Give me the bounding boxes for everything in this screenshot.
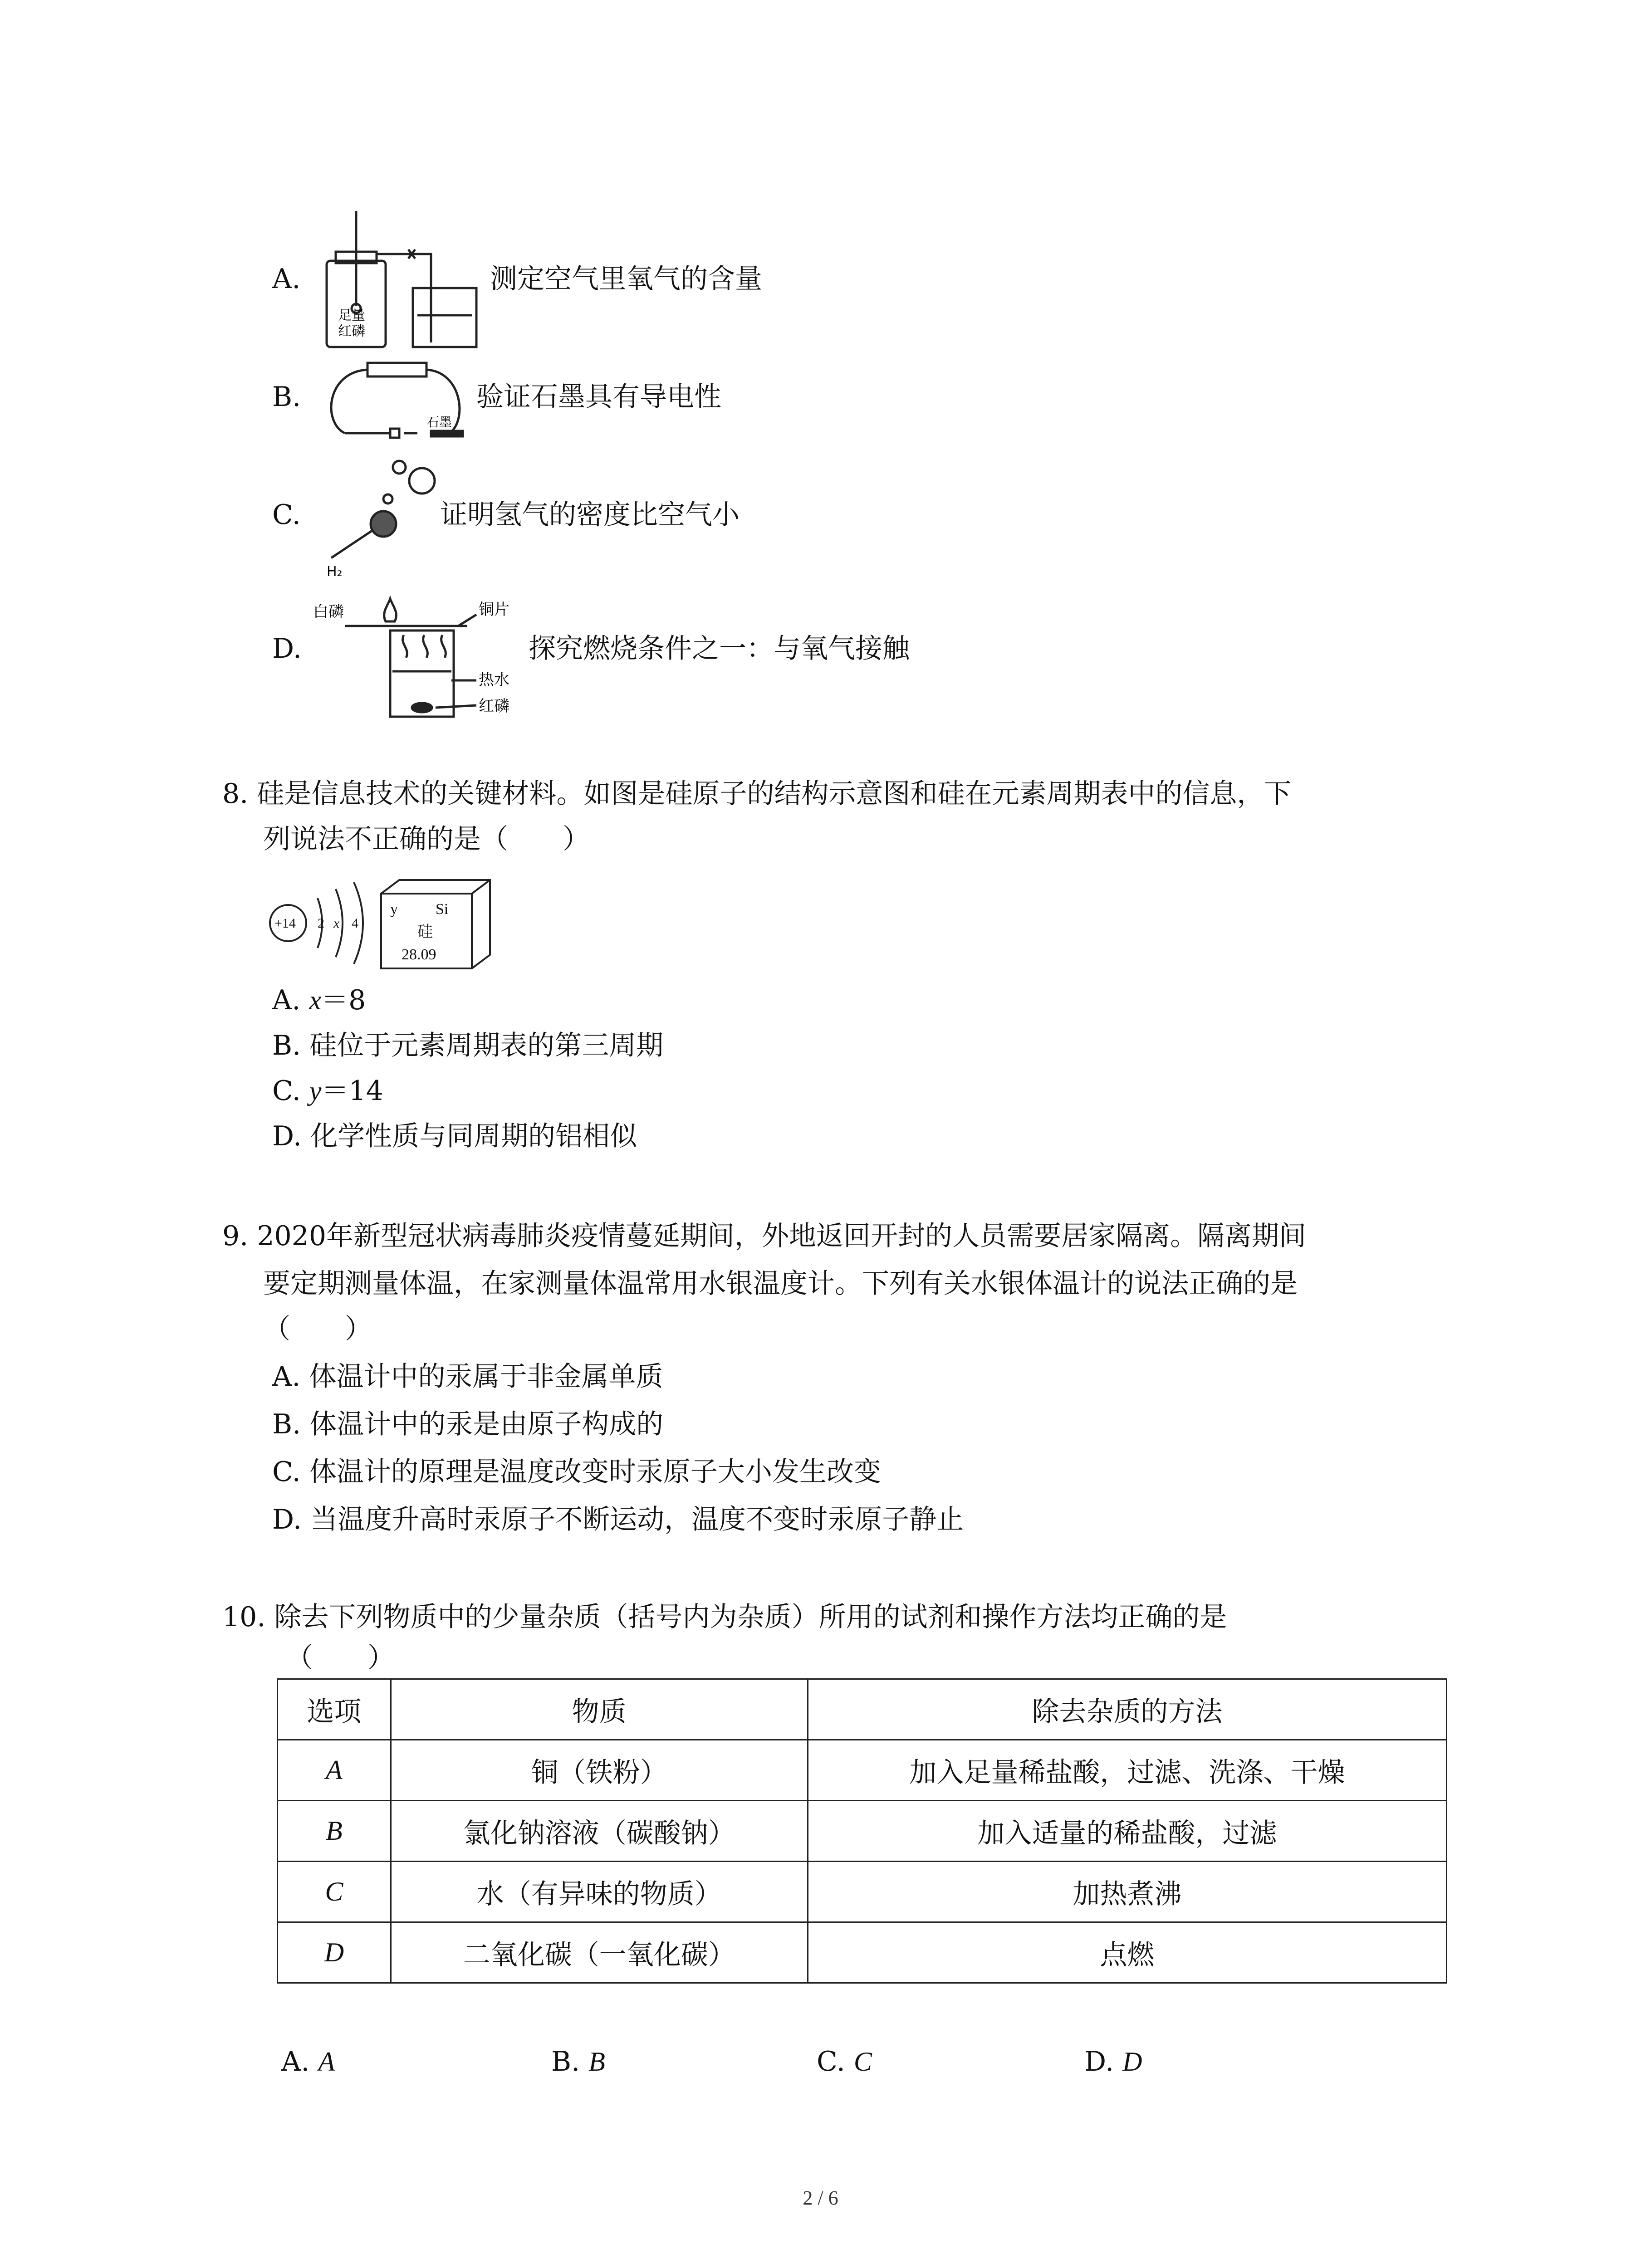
q9-option-b-text: 体温计中的汞是由原子构成的 (309, 1408, 664, 1440)
table-cell-substance: 水（有异味的物质） (391, 1862, 808, 1922)
q8-stem-line2: 列说法不正确的是（ ） (263, 823, 590, 855)
q7-d-fig-label-2: 铜片 (479, 601, 509, 619)
q7-d-fig-label-3: 热水 (479, 671, 509, 689)
q7-option-a-text: 测定空气里氧气的含量 (490, 263, 762, 295)
q10-stem-line2: （ ） (286, 1642, 395, 1674)
q10-answer-c (817, 2043, 872, 2080)
element-symbol: Si (436, 901, 449, 918)
q10-answer-b-value: B (588, 2047, 605, 2077)
q10-answer-a-letter: A. (281, 2046, 310, 2077)
table-row (278, 1862, 1447, 1922)
q8-option-b-letter: B. (272, 1030, 301, 1061)
q8-option-b (272, 1027, 663, 1064)
q8-option-a-rest: ＝8 (321, 984, 366, 1016)
q8-option-c-var: y (309, 1076, 322, 1106)
page-number: 2 / 6 (803, 2187, 838, 2209)
q7-option-d-figure (313, 590, 531, 726)
q8-option-d (272, 1118, 637, 1154)
q9-option-b (272, 1406, 663, 1442)
q8-stem-line1: 8. 硅是信息技术的关键材料。如图是硅原子的结构示意图和硅在元素周期表中的信息，下 (222, 778, 1292, 810)
table-cell-option: A (278, 1740, 391, 1801)
q7-d-fig-label-4: 红磷 (479, 697, 509, 715)
q8-option-a-letter: A. (272, 984, 301, 1016)
q7-c-fig-label: H₂ (327, 564, 343, 580)
table-header-cell: 选项 (278, 1679, 391, 1740)
q10-answer-d-value: D (1122, 2047, 1142, 2077)
q7-option-b-letter: B. (272, 381, 301, 413)
q10-table (277, 1678, 1447, 1984)
q7-b-fig-label: 石墨 (426, 415, 452, 430)
element-mass: 28.09 (402, 946, 436, 963)
table-cell-method: 加入足量稀盐酸，过滤、洗涤、干燥 (808, 1740, 1446, 1801)
q10-answer-c-letter: C. (817, 2046, 845, 2077)
q9-stem-line2: 要定期测量体温，在家测量体温常用水银温度计。下列有关水银体温计的说法正确的是 (263, 1268, 1298, 1300)
q9-option-c-text: 体温计的原理是温度改变时汞原子大小发生改变 (309, 1456, 881, 1488)
table-cell-substance: 铜（铁粉） (391, 1740, 808, 1801)
table-cell-method: 加热煮沸 (808, 1862, 1446, 1922)
table-cell-option: B (278, 1801, 391, 1862)
q9-option-a-text: 体温计中的汞属于非金属单质 (309, 1361, 663, 1393)
q9-option-c (272, 1454, 881, 1490)
table-header-row (278, 1679, 1447, 1740)
atom-shell-1: 2 (318, 916, 324, 931)
q10-answer-d (1084, 2043, 1142, 2080)
table-row (278, 1922, 1447, 1983)
q10-answer-d-letter: D. (1084, 2046, 1114, 2077)
q7-a-fig-label-2: 红磷 (338, 323, 365, 339)
q10-answer-b-letter: B. (551, 2046, 580, 2077)
q8-option-c-letter: C. (272, 1075, 301, 1107)
q7-option-a-letter: A. (272, 263, 301, 295)
table-header-cell: 除去杂质的方法 (808, 1679, 1446, 1740)
q9-stem-line3: （ ） (263, 1313, 372, 1345)
q9-option-a (272, 1359, 663, 1395)
table-cell-substance: 氯化钠溶液（碳酸钠） (391, 1801, 808, 1862)
q8-option-d-letter: D. (272, 1120, 302, 1152)
q8-figures (263, 875, 517, 980)
q8-option-a (272, 982, 366, 1018)
q8-option-c (272, 1073, 383, 1109)
q8-option-c-rest: ＝14 (321, 1075, 383, 1107)
q10-stem-line1: 10. 除去下列物质中的少量杂质（括号内为杂质）所用的试剂和操作方法均正确的是 (222, 1601, 1227, 1633)
q7-option-a-figure (318, 206, 485, 352)
table-cell-method: 点燃 (808, 1922, 1446, 1983)
atom-shell-2: x (333, 916, 340, 931)
q7-option-d-text: 探究燃烧条件之一：与氧气接触 (529, 633, 910, 665)
table-cell-substance: 二氧化碳（一氧化碳） (391, 1922, 808, 1983)
table-cell-option: D (278, 1922, 391, 1983)
q7-option-b-text: 验证石墨具有导电性 (476, 381, 721, 413)
q9-option-b-letter: B. (272, 1408, 301, 1440)
q10-answer-a-value: A (318, 2047, 335, 2077)
q9-option-d-letter: D. (272, 1504, 302, 1535)
q9-option-d-text: 当温度升高时汞原子不断运动，温度不变时汞原子静止 (310, 1504, 964, 1535)
table-cell-method: 加入适量的稀盐酸，过滤 (808, 1801, 1446, 1862)
q8-option-d-text: 化学性质与同周期的铝相似 (310, 1120, 637, 1152)
table-header-cell: 物质 (391, 1679, 808, 1740)
q8-option-b-text: 硅位于元素周期表的第三周期 (309, 1030, 664, 1061)
q9-option-a-letter: A. (272, 1361, 301, 1393)
table-cell-option: C (278, 1862, 391, 1922)
atom-nucleus: +14 (274, 916, 296, 931)
element-name: 硅 (417, 923, 433, 941)
q8-option-a-var: x (309, 985, 322, 1015)
q9-option-d (272, 1501, 964, 1538)
q7-option-c-letter: C. (272, 499, 301, 531)
q7-option-c-figure (318, 454, 445, 581)
q7-option-b-figure (318, 354, 472, 445)
q7-option-c-text: 证明氢气的密度比空气小 (440, 499, 740, 531)
q10-answer-b (551, 2043, 605, 2080)
q10-answer-a (281, 2043, 335, 2080)
q7-a-fig-label-1: 足量 (338, 308, 365, 323)
element-number: y (390, 901, 398, 918)
q9-stem-line1: 9. 2020年新型冠状病毒肺炎疫情蔓延期间，外地返回开封的人员需要居家隔离。隔离期间 (222, 1220, 1307, 1252)
atom-shell-3: 4 (352, 916, 358, 931)
q10-answer-c-value: C (853, 2047, 872, 2077)
q9-option-c-letter: C. (272, 1456, 301, 1488)
table-row (278, 1801, 1447, 1862)
q7-d-fig-label-1: 白磷 (313, 603, 344, 621)
q7-option-d-letter: D. (272, 633, 302, 665)
table-row (278, 1740, 1447, 1801)
